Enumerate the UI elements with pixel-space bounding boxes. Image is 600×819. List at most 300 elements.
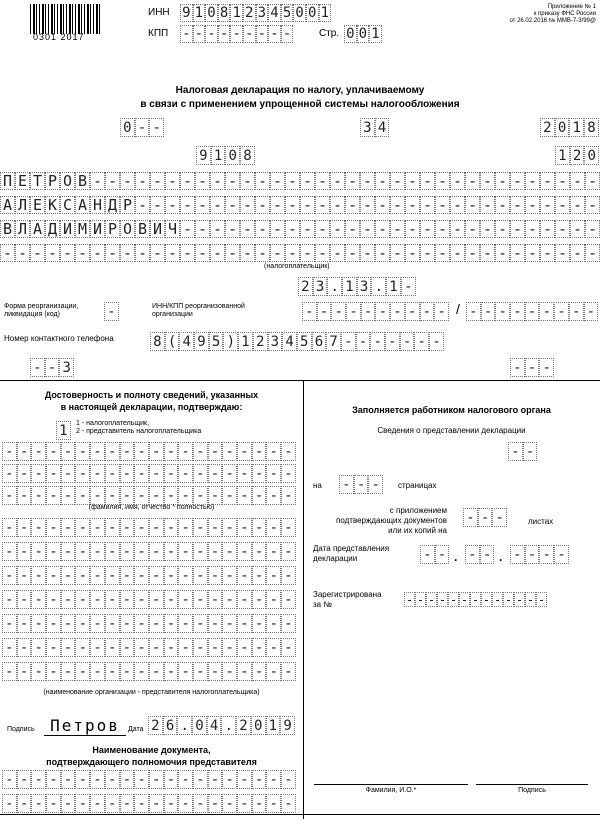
char-cell[interactable]: -	[495, 196, 510, 214]
char-cell[interactable]: -	[495, 244, 510, 262]
char-cell[interactable]: -	[405, 196, 420, 214]
char-cell[interactable]: -	[281, 442, 296, 461]
char-cell[interactable]: -	[164, 794, 179, 813]
inn-field[interactable]	[180, 4, 331, 22]
char-cell[interactable]: -	[585, 244, 600, 262]
char-cell[interactable]: 5	[209, 332, 224, 351]
char-cell[interactable]: 0	[357, 25, 370, 43]
char-cell[interactable]: 1	[319, 4, 332, 22]
char-cell[interactable]: -	[230, 25, 243, 43]
char-cell[interactable]: -	[2, 542, 17, 561]
char-cell[interactable]: -	[466, 302, 481, 321]
taxpayer-first-name-field[interactable]	[0, 196, 600, 214]
char-cell[interactable]: -	[281, 486, 296, 505]
char-cell[interactable]: -	[252, 794, 267, 813]
char-cell[interactable]: -	[134, 442, 149, 461]
char-cell[interactable]: -	[164, 442, 179, 461]
char-cell[interactable]: -	[375, 220, 390, 238]
char-cell[interactable]: -	[360, 244, 375, 262]
char-cell[interactable]: -	[450, 244, 465, 262]
char-cell[interactable]: -	[584, 302, 599, 321]
char-cell[interactable]: -	[105, 770, 120, 789]
char-cell[interactable]: -	[555, 196, 570, 214]
pages-count-field[interactable]	[30, 358, 74, 377]
char-cell[interactable]: .	[221, 716, 236, 735]
char-cell[interactable]: -	[449, 592, 458, 607]
char-cell[interactable]: -	[2, 590, 17, 609]
char-cell[interactable]: -	[222, 662, 237, 681]
char-cell[interactable]: -	[210, 220, 225, 238]
char-cell[interactable]: -	[105, 794, 120, 813]
char-cell[interactable]: -	[385, 332, 400, 351]
char-cell[interactable]: -	[193, 25, 206, 43]
char-cell[interactable]: -	[225, 196, 240, 214]
char-cell[interactable]: П	[0, 172, 15, 190]
char-cell[interactable]: -	[375, 172, 390, 190]
char-cell[interactable]: -	[193, 442, 208, 461]
char-cell[interactable]: -	[405, 592, 414, 607]
char-cell[interactable]: -	[495, 302, 510, 321]
char-cell[interactable]: -	[341, 332, 356, 351]
char-cell[interactable]: -	[30, 358, 45, 377]
char-cell[interactable]: -	[2, 614, 17, 633]
char-cell[interactable]: -	[193, 662, 208, 681]
char-cell[interactable]: И	[60, 220, 75, 238]
reorg-inn-field[interactable]	[302, 302, 449, 321]
signer-code-field[interactable]	[56, 421, 71, 440]
char-cell[interactable]: -	[368, 475, 383, 494]
char-cell[interactable]: 6	[312, 332, 327, 351]
char-cell[interactable]: -	[390, 172, 405, 190]
phone-field[interactable]	[150, 332, 444, 351]
char-cell[interactable]: -	[390, 220, 405, 238]
char-cell[interactable]: -	[105, 638, 120, 657]
char-cell[interactable]: 8	[218, 4, 231, 22]
char-cell[interactable]: -	[90, 244, 105, 262]
char-cell[interactable]: -	[61, 638, 76, 657]
char-cell[interactable]: )	[223, 332, 238, 351]
char-cell[interactable]: -	[17, 590, 32, 609]
char-cell[interactable]: -	[150, 196, 165, 214]
char-cell[interactable]: 2	[570, 146, 585, 165]
char-cell[interactable]: -	[193, 486, 208, 505]
char-cell[interactable]: -	[105, 566, 120, 585]
char-cell[interactable]: -	[345, 172, 360, 190]
char-cell[interactable]: -	[300, 172, 315, 190]
char-cell[interactable]: -	[208, 486, 223, 505]
char-cell[interactable]: -	[255, 220, 270, 238]
char-cell[interactable]: -	[281, 25, 294, 43]
char-cell[interactable]: -	[195, 172, 210, 190]
char-cell[interactable]: -	[105, 464, 120, 483]
char-cell[interactable]: -	[435, 196, 450, 214]
char-cell[interactable]: -	[180, 196, 195, 214]
char-cell[interactable]: -	[222, 542, 237, 561]
char-cell[interactable]: -	[405, 302, 420, 321]
char-cell[interactable]: -	[164, 614, 179, 633]
char-cell[interactable]: -	[285, 244, 300, 262]
char-cell[interactable]: -	[61, 518, 76, 537]
char-cell[interactable]: -	[266, 662, 281, 681]
char-cell[interactable]: 6	[163, 716, 178, 735]
char-cell[interactable]: -	[75, 770, 90, 789]
char-cell[interactable]: -	[523, 442, 538, 461]
char-cell[interactable]: -	[315, 172, 330, 190]
char-cell[interactable]: -	[31, 590, 46, 609]
char-cell[interactable]: 2	[148, 716, 163, 735]
char-cell[interactable]: -	[45, 358, 60, 377]
char-cell[interactable]: -	[105, 486, 120, 505]
char-cell[interactable]: 5	[297, 332, 312, 351]
taxpayer-patronymic-field[interactable]	[0, 220, 600, 238]
char-cell[interactable]: -	[414, 332, 429, 351]
location-code-field[interactable]	[555, 146, 599, 165]
char-cell[interactable]: -	[266, 464, 281, 483]
char-cell[interactable]: 2	[298, 277, 313, 296]
char-cell[interactable]: -	[480, 220, 495, 238]
char-cell[interactable]: -	[463, 508, 478, 527]
tax-period-field[interactable]	[360, 118, 389, 137]
char-cell[interactable]: -	[134, 518, 149, 537]
char-cell[interactable]: -	[237, 770, 252, 789]
char-cell[interactable]: -	[237, 794, 252, 813]
char-cell[interactable]: -	[120, 770, 135, 789]
char-cell[interactable]: -	[405, 244, 420, 262]
char-cell[interactable]: -	[540, 244, 555, 262]
char-cell[interactable]: -	[270, 244, 285, 262]
char-cell[interactable]: -	[193, 794, 208, 813]
char-cell[interactable]: 0	[205, 4, 218, 22]
char-cell[interactable]: 5	[281, 4, 294, 22]
char-cell[interactable]: -	[495, 172, 510, 190]
char-cell[interactable]: -	[90, 590, 105, 609]
char-cell[interactable]: -	[208, 794, 223, 813]
char-cell[interactable]: -	[255, 196, 270, 214]
char-cell[interactable]: -	[75, 566, 90, 585]
char-cell[interactable]: -	[195, 244, 210, 262]
char-cell[interactable]: -	[210, 244, 225, 262]
char-cell[interactable]: -	[222, 590, 237, 609]
char-cell[interactable]: -	[222, 614, 237, 633]
char-cell[interactable]: -	[405, 220, 420, 238]
char-cell[interactable]: -	[420, 196, 435, 214]
char-cell[interactable]: -	[450, 196, 465, 214]
char-cell[interactable]: -	[281, 590, 296, 609]
char-cell[interactable]: -	[61, 442, 76, 461]
char-cell[interactable]: -	[465, 196, 480, 214]
char-cell[interactable]: -	[525, 302, 540, 321]
char-cell[interactable]: -	[61, 590, 76, 609]
char-cell[interactable]: -	[46, 638, 61, 657]
char-cell[interactable]: -	[31, 542, 46, 561]
char-cell[interactable]: -	[315, 196, 330, 214]
submission-method-field[interactable]	[508, 442, 537, 461]
char-cell[interactable]: -	[266, 518, 281, 537]
char-cell[interactable]: -	[31, 614, 46, 633]
signature-date-field[interactable]	[148, 716, 295, 735]
char-cell[interactable]: -	[554, 302, 569, 321]
char-cell[interactable]: -	[178, 770, 193, 789]
char-cell[interactable]: -	[178, 794, 193, 813]
char-cell[interactable]: -	[17, 464, 32, 483]
char-cell[interactable]: -	[222, 794, 237, 813]
char-cell[interactable]: 4	[375, 118, 390, 137]
char-cell[interactable]: -	[539, 302, 554, 321]
char-cell[interactable]: -	[105, 518, 120, 537]
char-cell[interactable]: -	[508, 442, 523, 461]
char-cell[interactable]: -	[193, 638, 208, 657]
char-cell[interactable]: -	[61, 662, 76, 681]
char-cell[interactable]: -	[255, 172, 270, 190]
char-cell[interactable]: -	[90, 464, 105, 483]
char-cell[interactable]: -	[222, 464, 237, 483]
char-cell[interactable]: .	[371, 277, 386, 296]
char-cell[interactable]: -	[240, 196, 255, 214]
char-cell[interactable]: -	[375, 302, 390, 321]
pages-received-field[interactable]	[339, 475, 383, 494]
char-cell[interactable]: -	[266, 542, 281, 561]
char-cell[interactable]: -	[120, 566, 135, 585]
char-cell[interactable]: -	[510, 358, 525, 377]
char-cell[interactable]: -	[2, 638, 17, 657]
char-cell[interactable]: -	[208, 662, 223, 681]
char-cell[interactable]: -	[134, 638, 149, 657]
char-cell[interactable]: -	[46, 590, 61, 609]
char-cell[interactable]: -	[90, 542, 105, 561]
char-cell[interactable]: -	[390, 302, 405, 321]
char-cell[interactable]: -	[222, 518, 237, 537]
char-cell[interactable]: -	[510, 545, 525, 564]
char-cell[interactable]: -	[525, 172, 540, 190]
char-cell[interactable]: -	[120, 518, 135, 537]
char-cell[interactable]: -	[105, 614, 120, 633]
char-cell[interactable]: -	[570, 172, 585, 190]
char-cell[interactable]: -	[17, 638, 32, 657]
char-cell[interactable]: М	[75, 220, 90, 238]
char-cell[interactable]: 0	[584, 146, 599, 165]
char-cell[interactable]: -	[237, 464, 252, 483]
char-cell[interactable]: -	[90, 442, 105, 461]
char-cell[interactable]: -	[339, 475, 354, 494]
char-cell[interactable]: -	[555, 220, 570, 238]
char-cell[interactable]: -	[281, 518, 296, 537]
char-cell[interactable]: Р	[120, 196, 135, 214]
char-cell[interactable]: 1	[555, 146, 570, 165]
char-cell[interactable]: -	[510, 302, 525, 321]
char-cell[interactable]: -	[281, 794, 296, 813]
char-cell[interactable]: -	[90, 638, 105, 657]
char-cell[interactable]: -	[2, 566, 17, 585]
char-cell[interactable]: -	[255, 244, 270, 262]
char-cell[interactable]: -	[450, 220, 465, 238]
char-cell[interactable]: О	[60, 172, 75, 190]
char-cell[interactable]: 3	[360, 118, 375, 137]
char-cell[interactable]: -	[178, 614, 193, 633]
char-cell[interactable]: -	[285, 196, 300, 214]
char-cell[interactable]: -	[193, 614, 208, 633]
char-cell[interactable]: -	[178, 590, 193, 609]
char-cell[interactable]: -	[135, 172, 150, 190]
char-cell[interactable]: -	[360, 220, 375, 238]
char-cell[interactable]: -	[2, 464, 17, 483]
char-cell[interactable]: -	[135, 244, 150, 262]
char-cell[interactable]: -	[75, 638, 90, 657]
char-cell[interactable]: -	[178, 518, 193, 537]
char-cell[interactable]: -	[285, 220, 300, 238]
char-cell[interactable]: -	[225, 220, 240, 238]
char-cell[interactable]: -	[435, 172, 450, 190]
char-cell[interactable]: -	[17, 442, 32, 461]
char-cell[interactable]: -	[237, 662, 252, 681]
char-cell[interactable]: -	[46, 518, 61, 537]
char-cell[interactable]: -	[75, 662, 90, 681]
char-cell[interactable]: -	[120, 464, 135, 483]
char-cell[interactable]: -	[493, 592, 502, 607]
char-cell[interactable]: -	[360, 172, 375, 190]
char-cell[interactable]: -	[46, 566, 61, 585]
char-cell[interactable]: -	[46, 614, 61, 633]
char-cell[interactable]: 8	[240, 146, 255, 165]
char-cell[interactable]: -	[208, 590, 223, 609]
char-cell[interactable]: -	[17, 662, 32, 681]
submission-month-field[interactable]	[465, 545, 494, 564]
char-cell[interactable]: -	[345, 196, 360, 214]
char-cell[interactable]: -	[270, 172, 285, 190]
page-number-field[interactable]	[344, 25, 382, 43]
char-cell[interactable]: -	[178, 464, 193, 483]
char-cell[interactable]: -	[510, 244, 525, 262]
char-cell[interactable]: -	[46, 542, 61, 561]
char-cell[interactable]: -	[150, 244, 165, 262]
char-cell[interactable]: -	[225, 244, 240, 262]
char-cell[interactable]: -	[268, 25, 281, 43]
char-cell[interactable]: -	[510, 196, 525, 214]
char-cell[interactable]: -	[237, 614, 252, 633]
char-cell[interactable]: -	[570, 244, 585, 262]
submission-year-field[interactable]	[510, 545, 569, 564]
char-cell[interactable]: -	[495, 220, 510, 238]
char-cell[interactable]: -	[17, 518, 32, 537]
char-cell[interactable]: -	[208, 464, 223, 483]
char-cell[interactable]: -	[178, 442, 193, 461]
char-cell[interactable]: 3	[357, 277, 372, 296]
char-cell[interactable]: 1	[386, 277, 401, 296]
char-cell[interactable]: -	[31, 794, 46, 813]
char-cell[interactable]: -	[60, 244, 75, 262]
char-cell[interactable]: -	[120, 542, 135, 561]
char-cell[interactable]: Т	[30, 172, 45, 190]
char-cell[interactable]: -	[281, 662, 296, 681]
registration-number-field[interactable]	[404, 592, 547, 607]
char-cell[interactable]: -	[237, 486, 252, 505]
char-cell[interactable]: -	[193, 464, 208, 483]
char-cell[interactable]: -	[90, 486, 105, 505]
char-cell[interactable]: -	[539, 358, 554, 377]
char-cell[interactable]: -	[480, 196, 495, 214]
char-cell[interactable]: -	[237, 542, 252, 561]
char-cell[interactable]: -	[149, 486, 164, 505]
char-cell[interactable]: 1	[266, 716, 281, 735]
char-cell[interactable]: -	[465, 220, 480, 238]
char-cell[interactable]: -	[346, 302, 361, 321]
reorg-kpp-field[interactable]	[466, 302, 598, 321]
char-cell[interactable]: -	[120, 614, 135, 633]
char-cell[interactable]: -	[180, 25, 193, 43]
char-cell[interactable]: -	[180, 220, 195, 238]
char-cell[interactable]: И	[90, 220, 105, 238]
org-name-row-5[interactable]	[2, 614, 296, 633]
char-cell[interactable]: -	[104, 302, 119, 321]
char-cell[interactable]: 2	[236, 716, 251, 735]
char-cell[interactable]: -	[90, 518, 105, 537]
char-cell[interactable]: -	[585, 172, 600, 190]
char-cell[interactable]: 0	[306, 4, 319, 22]
char-cell[interactable]: -	[164, 566, 179, 585]
char-cell[interactable]: -	[427, 592, 436, 607]
char-cell[interactable]: -	[75, 542, 90, 561]
char-cell[interactable]: -	[266, 566, 281, 585]
char-cell[interactable]: -	[375, 244, 390, 262]
char-cell[interactable]: -	[164, 486, 179, 505]
char-cell[interactable]: -	[526, 592, 535, 607]
char-cell[interactable]: -	[570, 196, 585, 214]
char-cell[interactable]: -	[75, 794, 90, 813]
char-cell[interactable]: -	[465, 172, 480, 190]
char-cell[interactable]: -	[390, 244, 405, 262]
char-cell[interactable]: -	[149, 770, 164, 789]
char-cell[interactable]: -	[435, 220, 450, 238]
char-cell[interactable]: -	[435, 545, 450, 564]
char-cell[interactable]: -	[585, 220, 600, 238]
char-cell[interactable]: -	[178, 542, 193, 561]
char-cell[interactable]: 9	[194, 332, 209, 351]
char-cell[interactable]: -	[300, 220, 315, 238]
char-cell[interactable]: -	[149, 518, 164, 537]
char-cell[interactable]: -	[218, 25, 231, 43]
char-cell[interactable]: -	[330, 220, 345, 238]
char-cell[interactable]: -	[195, 196, 210, 214]
char-cell[interactable]: -	[17, 486, 32, 505]
char-cell[interactable]: 8	[584, 118, 599, 137]
char-cell[interactable]: -	[46, 770, 61, 789]
char-cell[interactable]: -	[208, 518, 223, 537]
char-cell[interactable]: В	[135, 220, 150, 238]
char-cell[interactable]: -	[266, 638, 281, 657]
char-cell[interactable]: -	[2, 794, 17, 813]
okved-field[interactable]	[298, 277, 416, 296]
char-cell[interactable]: -	[480, 172, 495, 190]
char-cell[interactable]: -	[375, 196, 390, 214]
char-cell[interactable]: -	[515, 592, 524, 607]
char-cell[interactable]: -	[569, 302, 584, 321]
char-cell[interactable]: -	[416, 592, 425, 607]
char-cell[interactable]: -	[75, 244, 90, 262]
char-cell[interactable]: -	[525, 220, 540, 238]
char-cell[interactable]: -	[555, 244, 570, 262]
char-cell[interactable]: -	[105, 662, 120, 681]
char-cell[interactable]: -	[429, 332, 444, 351]
char-cell[interactable]: -	[460, 592, 469, 607]
kpp-field[interactable]	[180, 25, 293, 43]
char-cell[interactable]: В	[75, 172, 90, 190]
char-cell[interactable]: 1	[230, 4, 243, 22]
char-cell[interactable]: -	[252, 590, 267, 609]
signer-name-row-3[interactable]	[2, 486, 296, 505]
char-cell[interactable]: -	[315, 220, 330, 238]
char-cell[interactable]: -	[90, 614, 105, 633]
char-cell[interactable]: -	[193, 518, 208, 537]
char-cell[interactable]: -	[120, 794, 135, 813]
